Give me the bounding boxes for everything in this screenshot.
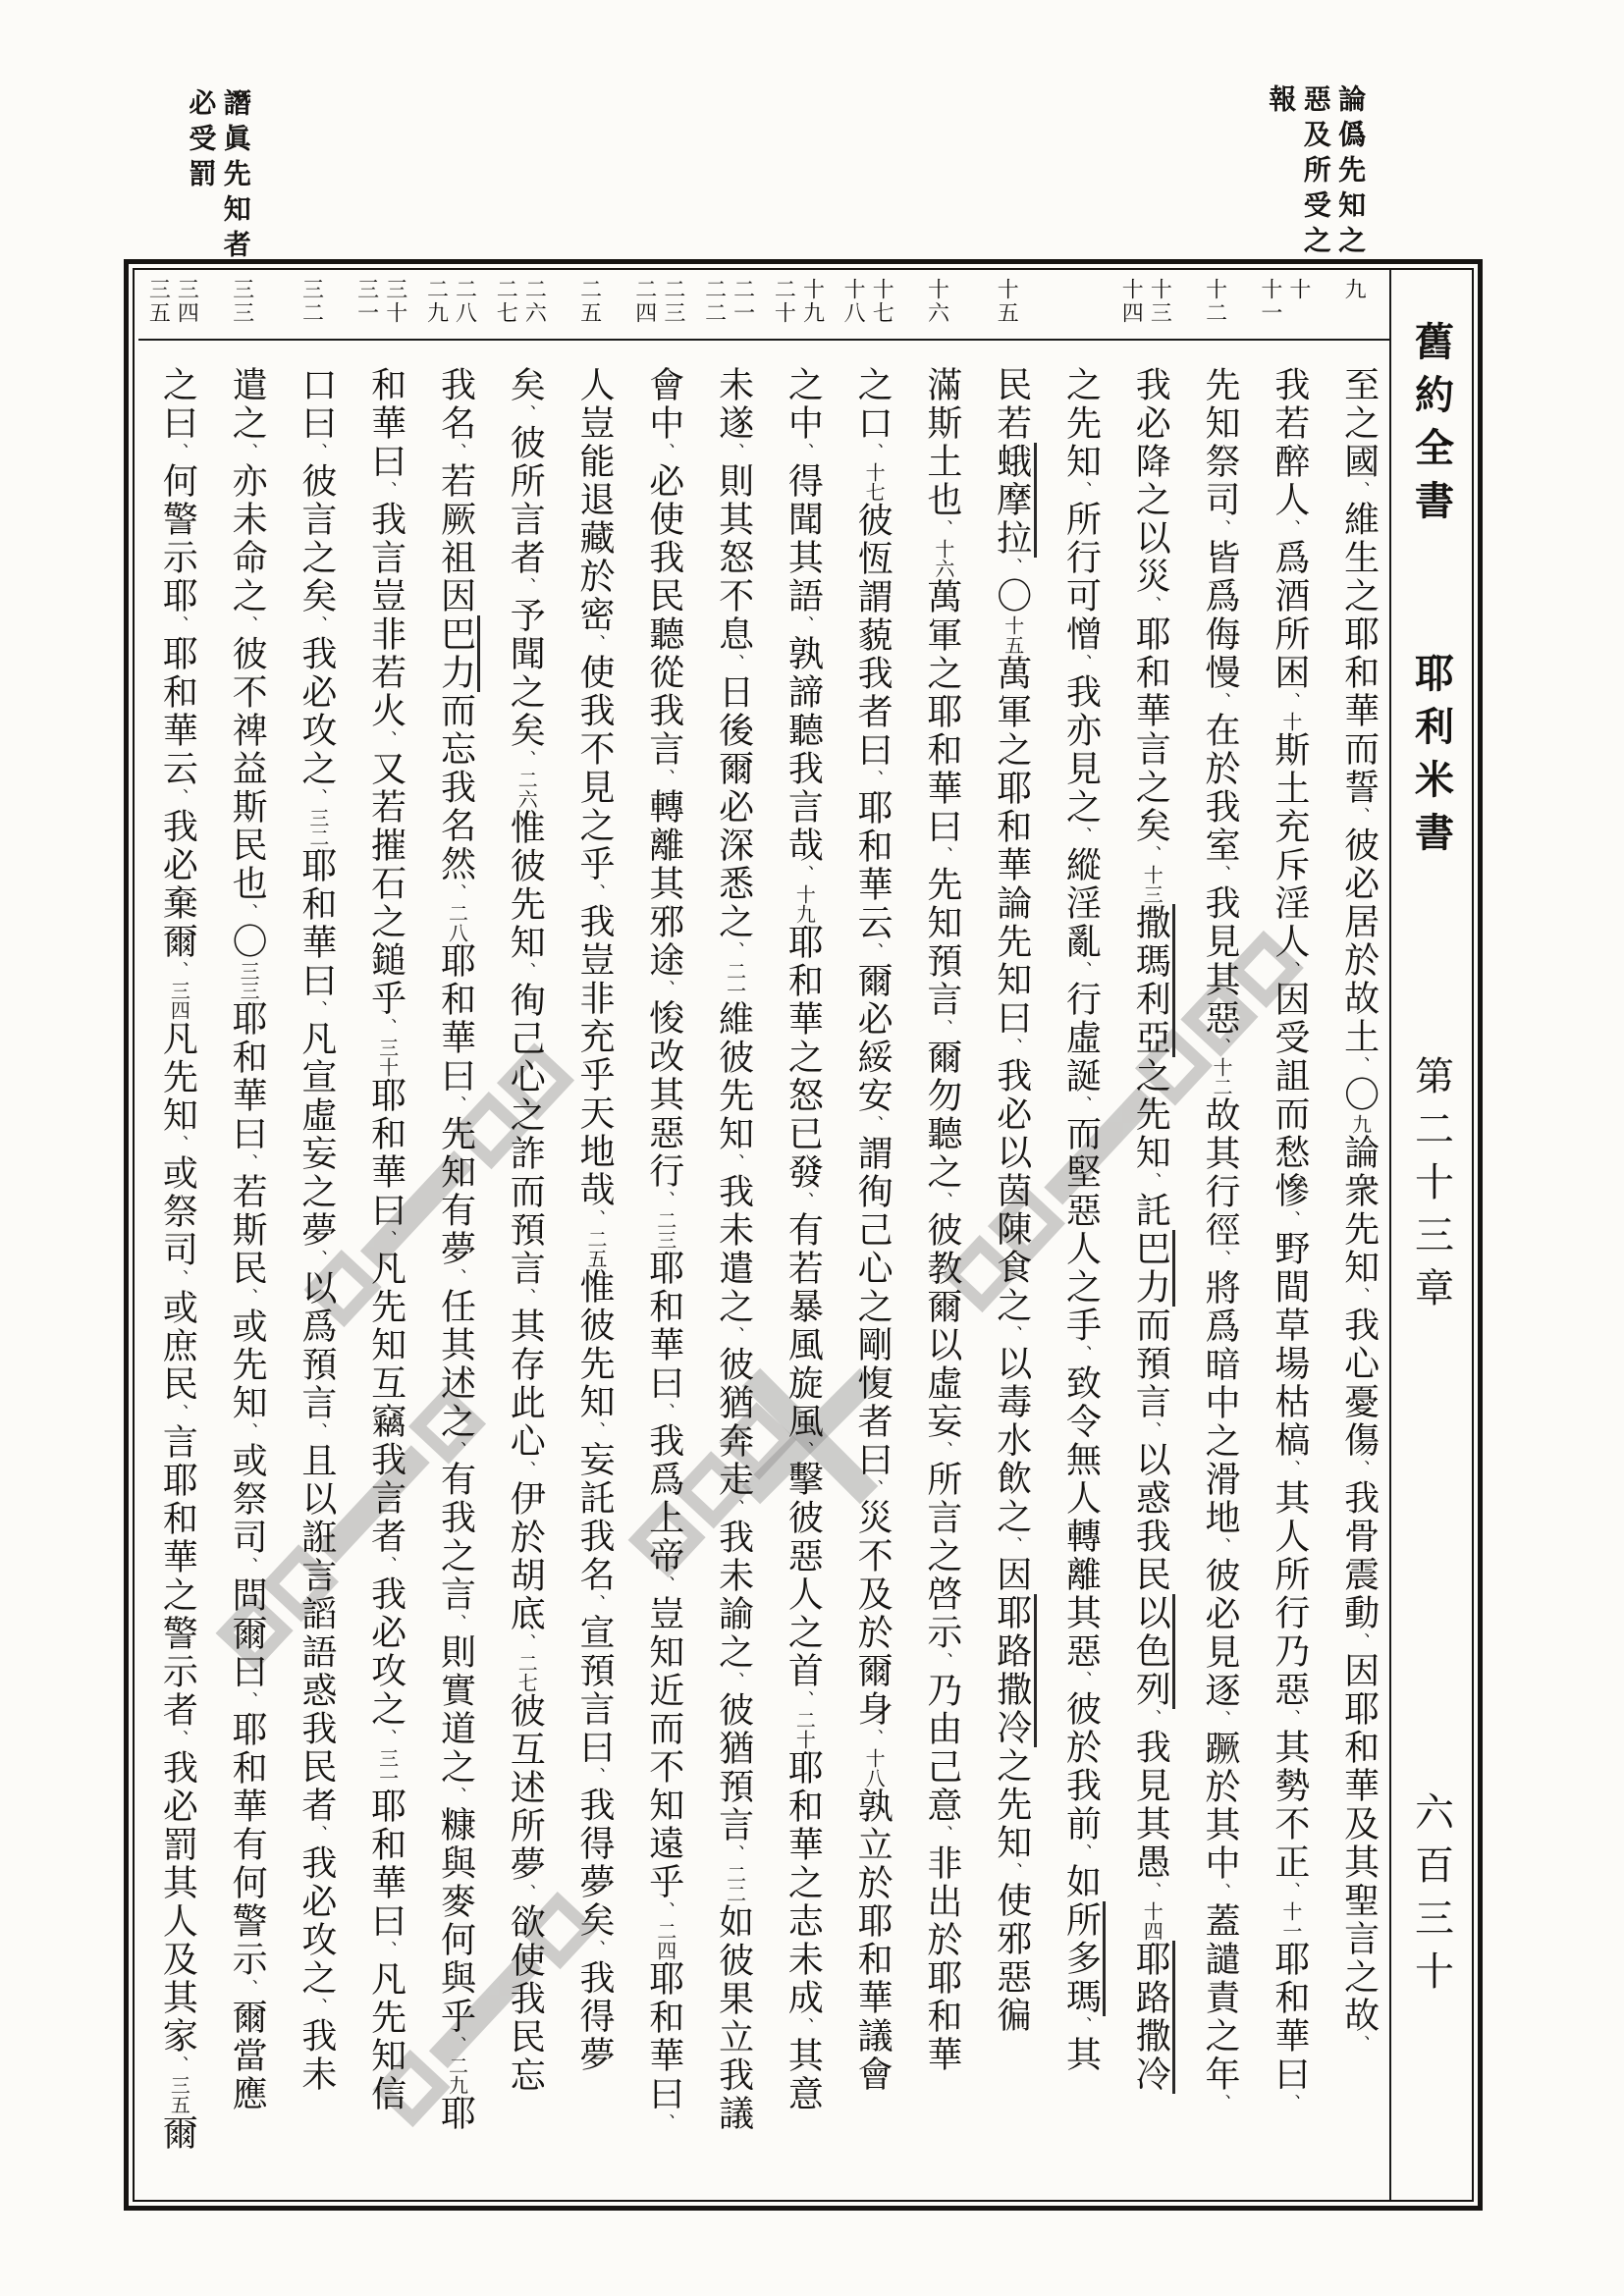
verse-number-header bbox=[972, 272, 1042, 341]
verse-number: 二九 bbox=[424, 278, 450, 325]
punctuation: 、 bbox=[586, 1209, 606, 1229]
punctuation: 、 bbox=[794, 1192, 814, 1211]
punctuation: 、 bbox=[933, 1192, 952, 1211]
page-frame-inner-rule bbox=[133, 268, 1474, 2202]
verse-number-header bbox=[138, 272, 208, 341]
punctuation: 、 bbox=[516, 1884, 536, 1903]
inline-verse-marker: 三二 bbox=[305, 808, 328, 847]
punctuation: 、 bbox=[239, 615, 258, 635]
text-column bbox=[138, 272, 208, 2198]
text-column bbox=[624, 272, 694, 2198]
punctuation: 、 bbox=[447, 1614, 466, 1633]
punctuation: 、 bbox=[377, 730, 397, 750]
column-text: 之口、十七彼恆謂藐我者曰、耶和華云、爾必綏安、謂徇己心之剛愎者曰、災不及於爾身、十八孰立於耶和華議會 bbox=[853, 366, 893, 2094]
scripture-text-block bbox=[138, 272, 1389, 2198]
verse-number: 三三 bbox=[230, 278, 255, 325]
punctuation: 、 bbox=[1350, 1632, 1370, 1652]
margin-note-column: 報 bbox=[1265, 84, 1296, 120]
punctuation: 、 bbox=[169, 443, 189, 462]
punctuation: 、 bbox=[655, 980, 675, 999]
punctuation: 、 bbox=[864, 1115, 884, 1135]
punctuation: 、 bbox=[447, 1268, 466, 1288]
inline-verse-marker: 十 bbox=[1278, 712, 1301, 731]
punctuation: 、 bbox=[1212, 865, 1231, 884]
text-column bbox=[347, 272, 416, 2198]
punctuation: 、 bbox=[307, 1422, 327, 1442]
punctuation: 、 bbox=[1280, 692, 1300, 712]
punctuation: 、 bbox=[1072, 961, 1092, 981]
punctuation: 、 bbox=[1350, 1287, 1370, 1307]
punctuation: 、 bbox=[725, 1153, 744, 1173]
punctuation: 、 bbox=[516, 1633, 536, 1653]
punctuation: 、 bbox=[169, 1730, 189, 1749]
punctuation: 、 bbox=[169, 615, 189, 635]
punctuation: 、 bbox=[655, 1191, 675, 1210]
text-column bbox=[556, 272, 625, 2198]
punctuation: 、 bbox=[447, 443, 466, 462]
punctuation: 、 bbox=[307, 1000, 327, 1020]
proper-noun: 蛾摩拉 bbox=[993, 443, 1037, 558]
punctuation: 、 bbox=[586, 1421, 606, 1441]
column-text: 至之國、維生之耶和華而誓、彼必居於故土、〇九論衆先知、我心憂傷、我骨震動、因耶和華及其聖言之故、 bbox=[1339, 366, 1380, 2055]
punctuation: 、 bbox=[447, 2036, 466, 2056]
inline-verse-marker: 二十 bbox=[792, 1710, 815, 1749]
verse-number: 十三 bbox=[1148, 278, 1173, 325]
verse-number: 三五 bbox=[146, 278, 172, 325]
punctuation: 、 bbox=[169, 1135, 189, 1154]
punctuation: 、 bbox=[655, 1575, 675, 1595]
punctuation: 、 bbox=[1002, 1862, 1022, 1882]
verse-number: 二六 bbox=[522, 278, 548, 325]
margin-note-column: 論僞先知之 bbox=[1334, 84, 1366, 261]
proper-noun: 所多瑪 bbox=[1061, 1901, 1106, 2016]
punctuation: 、 bbox=[1280, 519, 1300, 539]
punctuation: 、 bbox=[586, 634, 606, 654]
proper-noun: 耶路撒冷 bbox=[1131, 1941, 1175, 2094]
punctuation: 、 bbox=[794, 2017, 814, 2037]
punctuation: 、 bbox=[1142, 1172, 1162, 1192]
verse-number: 十一 bbox=[1258, 278, 1283, 325]
verse-number: 三一 bbox=[354, 278, 380, 325]
verse-number: 二三 bbox=[661, 278, 686, 325]
section-title: 耶利米書 bbox=[1409, 653, 1454, 865]
punctuation: 、 bbox=[864, 1479, 884, 1499]
verse-number-header bbox=[1181, 272, 1251, 341]
inline-verse-marker: 三五 bbox=[167, 2075, 189, 2114]
text-column bbox=[1111, 272, 1181, 2198]
verse-number-header bbox=[556, 272, 625, 341]
punctuation: 、 bbox=[447, 1095, 466, 1115]
verse-number-header bbox=[1320, 272, 1389, 341]
punctuation: 、 bbox=[933, 1019, 952, 1039]
inline-verse-marker: 十五 bbox=[1001, 615, 1023, 655]
punctuation: 、 bbox=[1212, 692, 1231, 712]
margin-note-right bbox=[1263, 84, 1367, 261]
text-column bbox=[764, 272, 834, 2198]
verse-number: 二五 bbox=[577, 278, 603, 325]
column-text: 之先知、所行可憎、我亦見之、縱淫亂、行虛誕、而堅惡人之手、致令無人轉離其惡、彼於我前、如所多瑪、其 bbox=[1054, 341, 1099, 2198]
verse-number: 三十 bbox=[383, 278, 408, 325]
punctuation: 、 bbox=[1072, 654, 1092, 673]
punctuation: 、 bbox=[725, 443, 744, 462]
verse-number: 十八 bbox=[841, 278, 867, 325]
punctuation: 、 bbox=[725, 1326, 744, 1346]
punctuation: 、 bbox=[1280, 2094, 1300, 2113]
punctuation: 、 bbox=[377, 1556, 397, 1575]
inline-verse-marker: 二四 bbox=[653, 1921, 676, 1960]
verse-number-header bbox=[208, 272, 278, 341]
punctuation: 、 bbox=[864, 1729, 884, 1748]
column-text: 我若醉人、爲酒所困、十斯土充斥淫人、因受詛而愁慘、野間草場枯槁、其人所行乃惡、其勢不正、十一耶和華曰、 bbox=[1270, 366, 1310, 2113]
punctuation: 、 bbox=[239, 1153, 258, 1173]
punctuation: 、 bbox=[1142, 1709, 1162, 1729]
inline-verse-marker: 二八 bbox=[445, 903, 467, 942]
inline-verse-marker: 二三 bbox=[653, 1210, 676, 1250]
punctuation: 、 bbox=[1002, 1536, 1022, 1556]
punctuation: 、 bbox=[1212, 1250, 1231, 1269]
verse-number-header bbox=[624, 272, 694, 341]
verse-number: 三二 bbox=[299, 278, 325, 325]
punctuation: 、 bbox=[794, 615, 814, 635]
punctuation: 、 bbox=[169, 961, 189, 981]
margin-note-left bbox=[183, 88, 252, 265]
punctuation: 、 bbox=[169, 788, 189, 808]
punctuation: 、 bbox=[239, 903, 258, 923]
punctuation: 、 bbox=[864, 443, 884, 462]
punctuation: 、 bbox=[516, 404, 536, 424]
text-column bbox=[903, 272, 973, 2198]
punctuation: 、 bbox=[1350, 481, 1370, 501]
verse-number: 十九 bbox=[800, 278, 826, 325]
punctuation: 、 bbox=[377, 1230, 397, 1250]
punctuation: 、 bbox=[1280, 1460, 1300, 1479]
title-column bbox=[1389, 270, 1472, 2200]
punctuation: 、 bbox=[447, 1787, 466, 1806]
punctuation: 、 bbox=[1072, 1671, 1092, 1690]
verse-number: 九 bbox=[1342, 278, 1368, 301]
verse-number-header bbox=[764, 272, 834, 341]
punctuation: 、 bbox=[1212, 519, 1231, 539]
inline-verse-marker: 十七 bbox=[862, 462, 885, 502]
inline-verse-marker: 十六 bbox=[931, 539, 953, 578]
column-text: 我必降之以災、耶和華言之矣、十三撒瑪利亞之先知、託巴力而預言、以惑我民以色列、我見其愚、十四耶路撒冷 bbox=[1123, 341, 1168, 2198]
punctuation: 、 bbox=[725, 1672, 744, 1691]
inline-verse-marker: 二七 bbox=[514, 1653, 537, 1692]
punctuation: 、 bbox=[794, 1441, 814, 1461]
punctuation: 、 bbox=[1350, 1460, 1370, 1479]
inline-verse-marker: 二五 bbox=[584, 1229, 607, 1268]
punctuation: 、 bbox=[377, 1941, 397, 1960]
punctuation: 、 bbox=[1350, 1056, 1370, 1076]
text-column bbox=[1042, 272, 1111, 2198]
verse-number: 十四 bbox=[1119, 278, 1145, 325]
punctuation: 、 bbox=[1280, 961, 1300, 981]
verse-number-header bbox=[1111, 272, 1181, 341]
punctuation: 、 bbox=[239, 1557, 258, 1576]
punctuation: 、 bbox=[169, 1404, 189, 1423]
punctuation: 、 bbox=[655, 769, 675, 788]
punctuation: 、 bbox=[586, 1767, 606, 1787]
text-column bbox=[416, 272, 486, 2198]
proper-noun: 以色列 bbox=[1131, 1594, 1175, 1709]
punctuation: 、 bbox=[725, 654, 744, 673]
column-text: 矣、彼所言者、予聞之矣、二六惟彼先知、徇己心之詐而預言、其存此心、伊於胡底、二七彼互述所夢、欲使我民忘 bbox=[506, 366, 546, 2095]
punctuation: 、 bbox=[447, 883, 466, 903]
inline-verse-marker: 三四 bbox=[167, 981, 189, 1020]
punctuation: 、 bbox=[655, 2113, 675, 2133]
punctuation: 、 bbox=[794, 865, 814, 884]
inline-verse-marker: 三三 bbox=[237, 961, 259, 1000]
verse-number-header bbox=[694, 272, 764, 341]
punctuation: 、 bbox=[169, 2056, 189, 2075]
punctuation: 、 bbox=[864, 770, 884, 789]
column-text: 會中、必使我民聽從我言、轉離其邪途、悛改其惡行、二三耶和華曰、我爲上帝、豈知近而不知遠乎、二四耶和華曰、 bbox=[644, 366, 684, 2133]
punctuation: 、 bbox=[586, 883, 606, 903]
inline-verse-marker: 二六 bbox=[514, 770, 537, 809]
text-column bbox=[1250, 272, 1320, 2198]
punctuation: 、 bbox=[1002, 1325, 1022, 1345]
punctuation: 、 bbox=[1072, 481, 1092, 501]
inline-verse-marker: 九 bbox=[1348, 1114, 1371, 1134]
punctuation: 、 bbox=[1142, 1882, 1162, 1901]
punctuation: 、 bbox=[864, 942, 884, 962]
inline-verse-marker: 二二 bbox=[723, 1864, 745, 1903]
margin-note-column: 惡及所受之 bbox=[1299, 84, 1330, 261]
punctuation: 、 bbox=[794, 443, 814, 462]
punctuation: 、 bbox=[1072, 1345, 1092, 1364]
punctuation: 、 bbox=[1212, 1038, 1231, 1057]
punctuation: 、 bbox=[169, 1269, 189, 1289]
verse-number: 十五 bbox=[995, 278, 1020, 325]
punctuation: 、 bbox=[307, 1998, 327, 2017]
column-text: 先知祭司、皆爲侮慢、在於我室、我見其惡、十二故其行徑、將爲暗中之滑地、彼必見逐、蹶於其中、蓋譴責之年、 bbox=[1201, 366, 1241, 2113]
text-column bbox=[486, 272, 556, 2198]
punctuation: 、 bbox=[239, 1979, 258, 1999]
punctuation: 、 bbox=[794, 1690, 814, 1710]
punctuation: 、 bbox=[447, 1441, 466, 1461]
column-text: 之中、得聞其語、孰諦聽我言哉、十九耶和華之怒已發、有若暴風旋風、擊彼惡人之首、二十耶和華之志未成、其意 bbox=[784, 366, 824, 2113]
verse-number: 十 bbox=[1286, 278, 1312, 301]
inline-verse-marker: 十九 bbox=[792, 884, 815, 924]
inline-verse-marker: 二九 bbox=[445, 2056, 467, 2095]
chapter-label: 第二十三章 bbox=[1409, 1055, 1454, 1320]
punctuation: 、 bbox=[655, 443, 675, 462]
punctuation: 、 bbox=[307, 788, 327, 808]
verse-number: 二一 bbox=[731, 278, 756, 325]
punctuation: 、 bbox=[933, 1825, 952, 1844]
text-column bbox=[972, 272, 1042, 2198]
punctuation: 、 bbox=[725, 1844, 744, 1864]
punctuation: 、 bbox=[1350, 807, 1370, 827]
inline-verse-marker: 三一 bbox=[375, 1748, 398, 1788]
inline-verse-marker: 三十 bbox=[375, 1038, 398, 1077]
column-text: 滿斯土也、十六萬軍之耶和華曰、先知預言、爾勿聽之、彼教爾以虛妄、所言之啓示、乃由己意、非出於耶和華 bbox=[922, 366, 962, 2074]
punctuation: 、 bbox=[1212, 1710, 1231, 1730]
column-text: 民若蛾摩拉、〇十五萬軍之耶和華論先知曰、我必以茵陳食之、以毒水飲之、因耶路撒冷之先知、使邪惡徧 bbox=[985, 341, 1030, 2198]
margin-note-column: 必受罰 bbox=[185, 88, 216, 194]
punctuation: 、 bbox=[933, 846, 952, 866]
text-column bbox=[278, 272, 348, 2198]
column-text: 和華曰、我言豈非若火、又若摧石之鎚乎、三十耶和華曰、凡先知互竊我言者、我必攻之、三一耶和華曰、凡先知信 bbox=[366, 366, 406, 2113]
verse-number-header bbox=[278, 272, 348, 341]
punctuation: 、 bbox=[1280, 1709, 1300, 1729]
punctuation: 、 bbox=[1002, 558, 1022, 577]
inline-verse-marker: 十八 bbox=[862, 1748, 885, 1788]
punctuation: 、 bbox=[655, 1901, 675, 1921]
punctuation: 、 bbox=[1142, 845, 1162, 865]
verse-number: 二二 bbox=[702, 278, 728, 325]
punctuation: 、 bbox=[1142, 1421, 1162, 1441]
column-text: 人豈能退藏於密、使我不見之乎、我豈非充乎天地哉、二五惟彼先知、妄託我名、宣預言曰、我得夢矣、我得夢 bbox=[575, 366, 616, 2074]
verse-number-header bbox=[486, 272, 556, 341]
verse-number-header bbox=[347, 272, 416, 341]
verse-number-header bbox=[416, 272, 486, 341]
verse-number: 二七 bbox=[494, 278, 519, 325]
punctuation: 、 bbox=[933, 519, 952, 539]
punctuation: 、 bbox=[516, 1288, 536, 1308]
punctuation: 、 bbox=[307, 1825, 327, 1844]
punctuation: 、 bbox=[1072, 1843, 1092, 1863]
column-text: 口曰、彼言之矣、我必攻之、三二耶和華曰、凡宣虛妄之夢、以爲預言、且以誑言謟語惑我民者、我必攻之、我未 bbox=[297, 366, 337, 2094]
column-text: 未遂、則其怒不息、日後爾必深悉之、二一維彼先知、我未遣之、彼猶奔走、我未諭之、彼猶預言、二二如彼果立我議 bbox=[714, 366, 754, 2133]
verse-number-header bbox=[834, 272, 903, 341]
verse-number: 二八 bbox=[453, 278, 478, 325]
punctuation: 、 bbox=[516, 1461, 536, 1480]
punctuation: 、 bbox=[655, 1403, 675, 1422]
verse-number: 三四 bbox=[175, 278, 200, 325]
punctuation: 、 bbox=[725, 941, 744, 961]
page-frame bbox=[124, 259, 1483, 2211]
inline-verse-marker: 十四 bbox=[1140, 1901, 1163, 1941]
proper-noun: 巴力 bbox=[1131, 1230, 1175, 1307]
punctuation: 、 bbox=[239, 443, 258, 462]
inline-verse-marker: 十二 bbox=[1210, 1057, 1232, 1096]
punctuation: 、 bbox=[1072, 827, 1092, 846]
punctuation: 、 bbox=[239, 1422, 258, 1442]
book-title: 舊約全書 bbox=[1409, 321, 1454, 533]
margin-note-column: 譖眞先知者 bbox=[219, 88, 250, 265]
inline-verse-marker: 十一 bbox=[1278, 1901, 1301, 1941]
punctuation: 、 bbox=[1280, 1882, 1300, 1901]
punctuation: 、 bbox=[1142, 596, 1162, 615]
verse-number: 二四 bbox=[632, 278, 658, 325]
verse-number: 十六 bbox=[925, 278, 950, 325]
punctuation: 、 bbox=[377, 1018, 397, 1038]
punctuation: 、 bbox=[307, 615, 327, 635]
text-column bbox=[834, 272, 903, 2198]
punctuation: 、 bbox=[377, 1729, 397, 1748]
punctuation: 、 bbox=[1212, 2094, 1231, 2113]
column-text: 之曰、何警示耶、耶和華云、我必棄爾、三四凡先知、或祭司、或庶民、言耶和華之警示者、我必罰其人及其家、三五爾 bbox=[158, 366, 198, 2153]
punctuation: 、 bbox=[1280, 1210, 1300, 1230]
column-text: 我名、若厥祖因巴力而忘我名然、二八耶和華曰、先知有夢、任其述之、有我之言、則實道之、糠與麥何與乎、二九耶 bbox=[428, 341, 473, 2198]
punctuation: 、 bbox=[1212, 1883, 1231, 1902]
inline-verse-marker: 十三 bbox=[1140, 865, 1163, 904]
punctuation: 、 bbox=[1002, 1038, 1022, 1057]
punctuation: 、 bbox=[239, 1691, 258, 1711]
text-column bbox=[1320, 272, 1389, 2198]
punctuation: 、 bbox=[586, 1940, 606, 1959]
punctuation: 、 bbox=[516, 750, 536, 770]
text-column bbox=[1181, 272, 1251, 2198]
punctuation: 、 bbox=[377, 481, 397, 501]
text-column bbox=[208, 272, 278, 2198]
verse-number: 十七 bbox=[870, 278, 895, 325]
punctuation: 、 bbox=[307, 443, 327, 462]
punctuation: 、 bbox=[933, 1441, 952, 1461]
punctuation: 、 bbox=[586, 1594, 606, 1614]
verse-number: 二十 bbox=[772, 278, 797, 325]
punctuation: 、 bbox=[239, 1288, 258, 1308]
punctuation: 、 bbox=[307, 1250, 327, 1269]
column-text: 遣之、亦未命之、彼不禆益斯民也、〇三三耶和華曰、若斯民、或先知、或祭司、問爾曰、耶和華有何警示、爾當應 bbox=[228, 366, 268, 2113]
punctuation: 、 bbox=[1072, 1095, 1092, 1115]
proper-noun: 耶路撒冷 bbox=[993, 1594, 1037, 1747]
proper-noun: 巴力 bbox=[436, 615, 480, 692]
verse-number-header bbox=[1250, 272, 1320, 341]
punctuation: 、 bbox=[516, 962, 536, 982]
punctuation: 、 bbox=[933, 1652, 952, 1672]
verse-number-header bbox=[1042, 272, 1111, 341]
text-column bbox=[694, 272, 764, 2198]
proper-noun: 撒瑪利亞 bbox=[1131, 904, 1175, 1057]
punctuation: 、 bbox=[516, 577, 536, 597]
punctuation: 、 bbox=[725, 1499, 744, 1519]
punctuation: 、 bbox=[1350, 2035, 1370, 2055]
verse-number-header bbox=[903, 272, 973, 341]
punctuation: 、 bbox=[1212, 1537, 1231, 1557]
punctuation: 、 bbox=[1072, 2016, 1092, 2036]
verse-number: 十二 bbox=[1203, 278, 1228, 325]
folio-page-number: 六百三十 bbox=[1409, 1791, 1454, 2003]
inline-verse-marker: 二一 bbox=[723, 961, 745, 1000]
